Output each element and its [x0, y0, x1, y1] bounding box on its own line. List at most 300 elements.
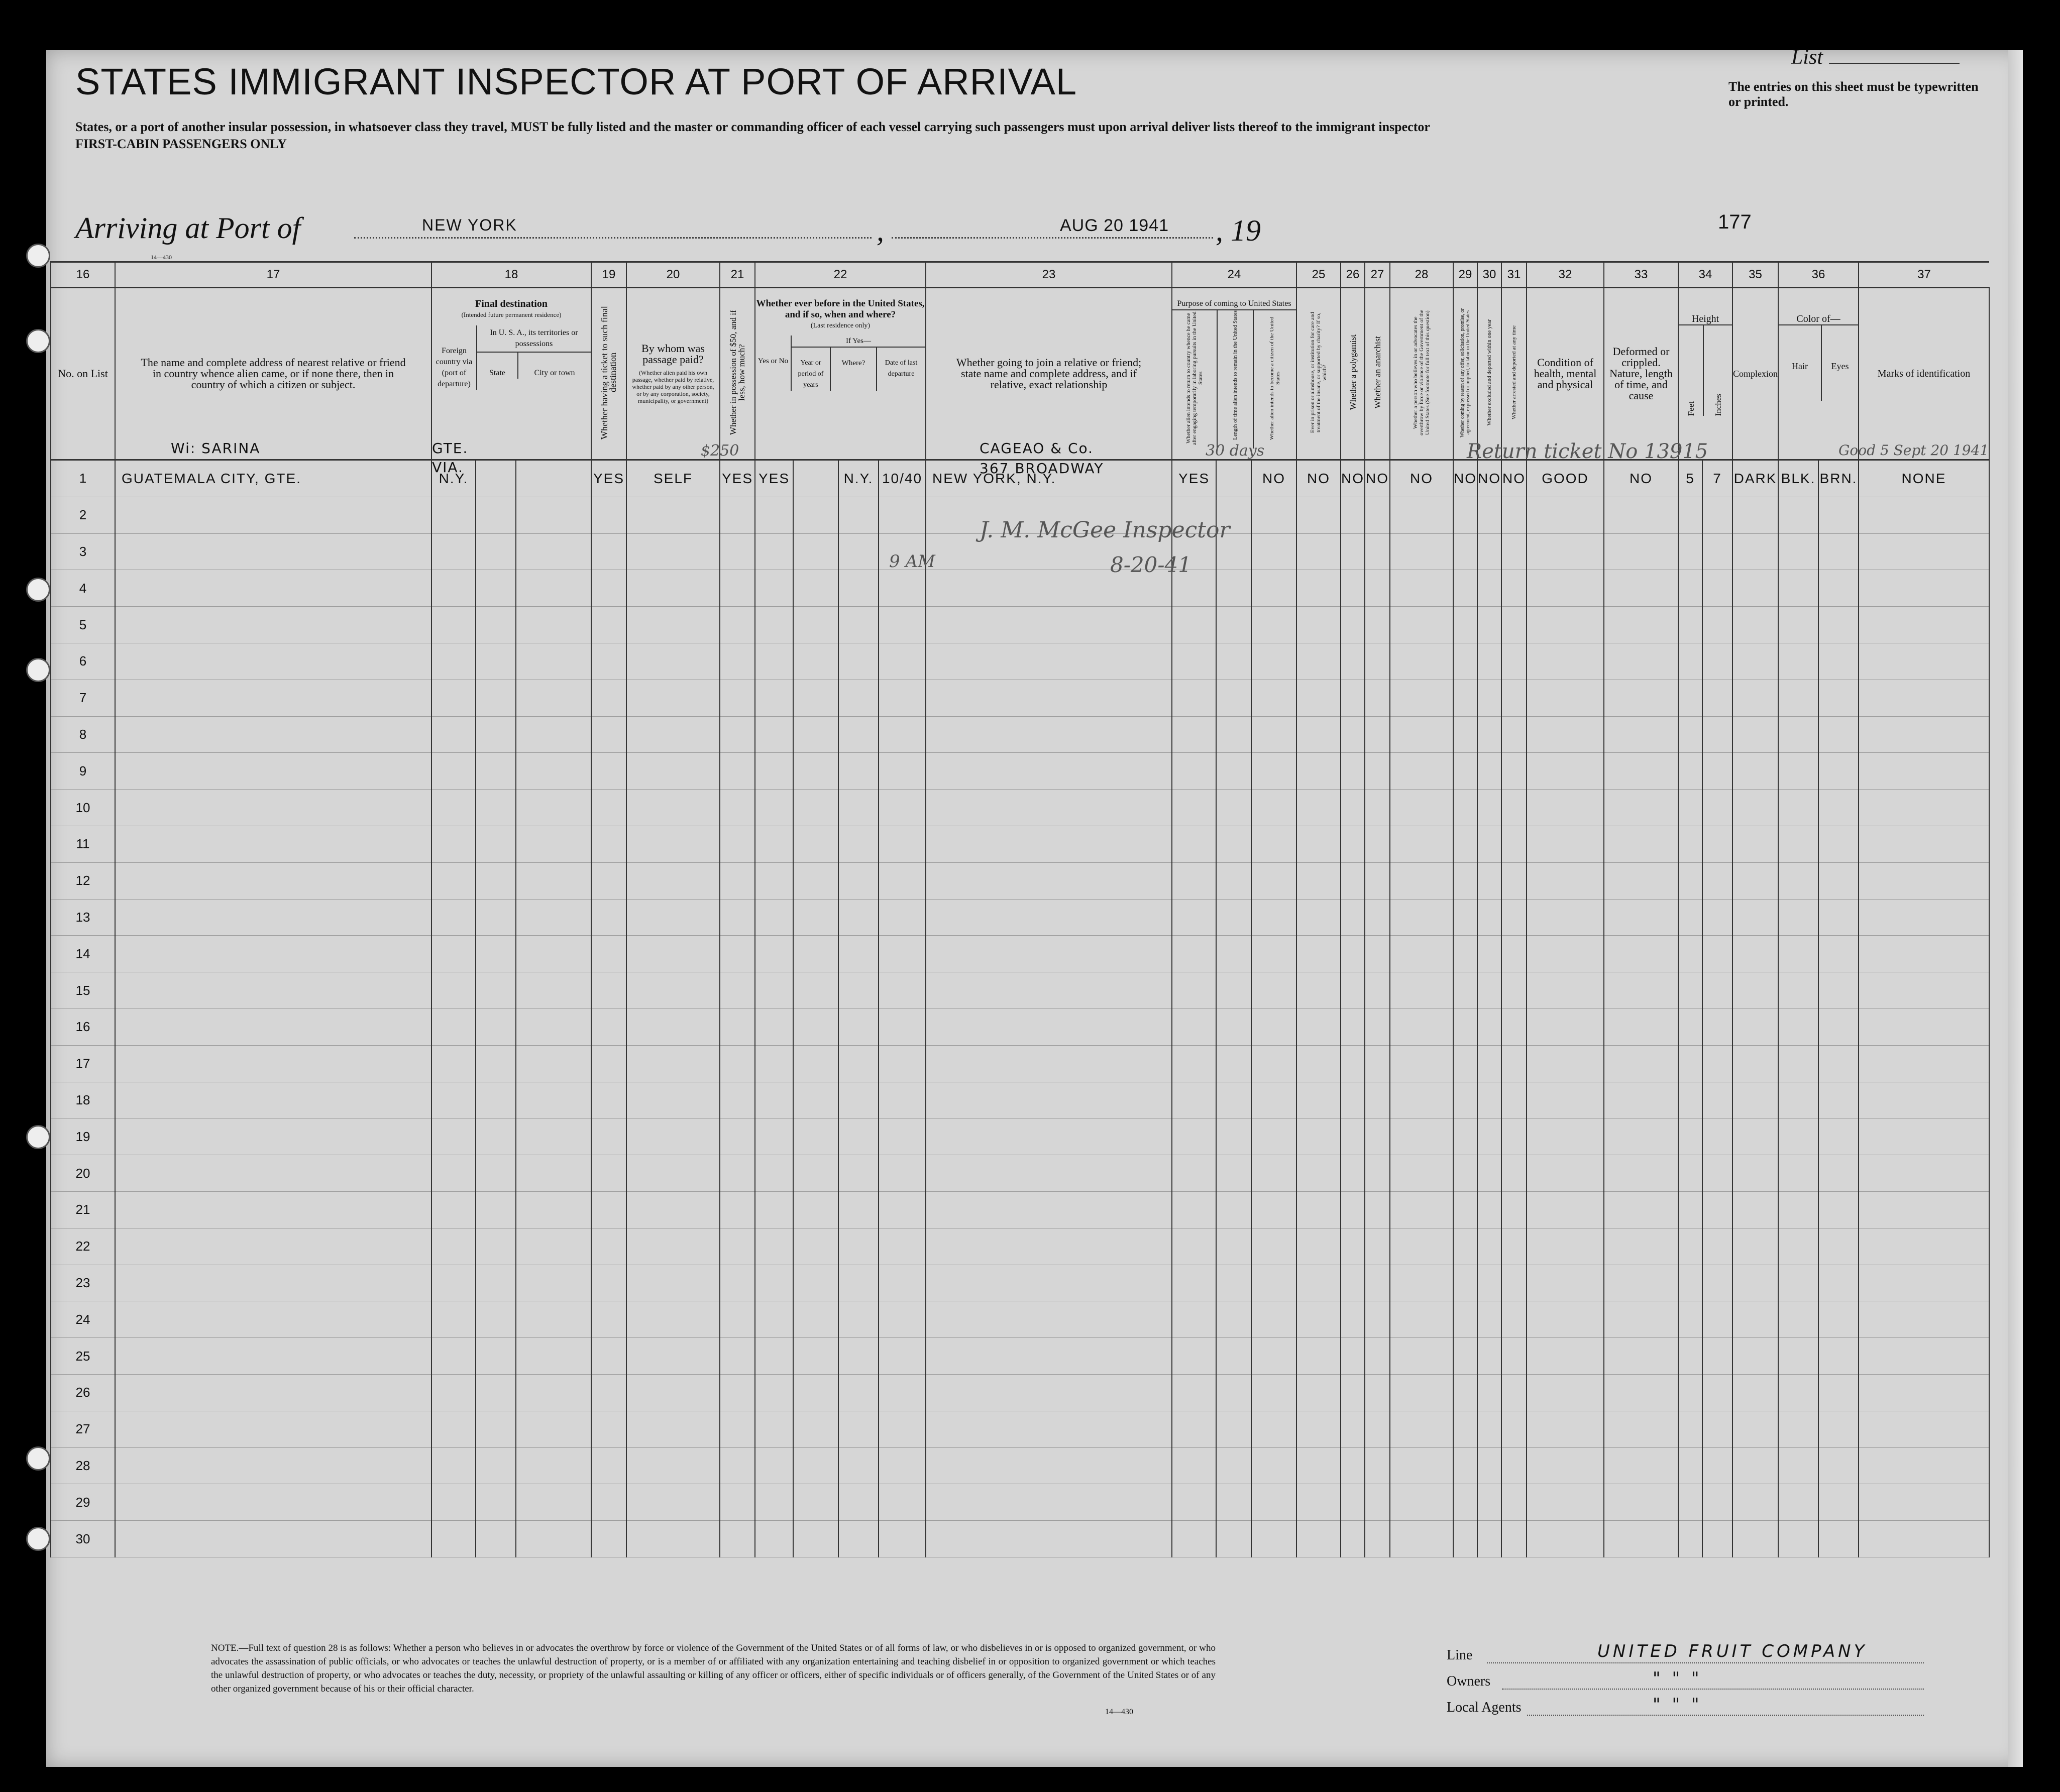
table-cell: [516, 936, 591, 972]
table-cell: [720, 1447, 755, 1484]
table-cell: [1251, 1155, 1296, 1192]
table-cell: [1296, 790, 1341, 826]
table-cell: [1390, 936, 1453, 972]
table-cell: [926, 1447, 1172, 1484]
table-cell: [476, 460, 516, 497]
row-number: 15: [51, 972, 115, 1009]
table-cell: [1859, 1228, 1989, 1265]
table-cell: [591, 497, 626, 533]
table-cell: [793, 570, 838, 607]
row-number: 16: [51, 1009, 115, 1045]
table-cell: [838, 1301, 879, 1338]
table-cell: [1216, 1045, 1251, 1082]
row-number: 13: [51, 899, 115, 936]
table-cell: [1172, 680, 1216, 716]
table-cell: [1604, 680, 1678, 716]
table-cell: [793, 1374, 838, 1411]
table-cell: [1501, 1191, 1527, 1228]
table-cell: [1527, 1082, 1604, 1118]
table-cell: [516, 790, 591, 826]
table-cell: [1172, 753, 1216, 790]
table-cell: [1172, 1374, 1216, 1411]
table-cell: [1390, 862, 1453, 899]
table-cell: [626, 533, 720, 570]
table-cell: [1859, 533, 1989, 570]
table-cell: [1172, 1411, 1216, 1447]
table-cell: [1365, 643, 1390, 680]
table-cell: [838, 790, 879, 826]
table-cell: [720, 1228, 755, 1265]
table-cell: [838, 899, 879, 936]
table-cell: [755, 533, 793, 570]
table-cell: [1778, 936, 1818, 972]
table-cell: [1859, 753, 1989, 790]
col-number: 35: [1732, 262, 1778, 288]
table-cell: [1702, 753, 1732, 790]
table-cell: [755, 1009, 793, 1045]
table-cell: [755, 936, 793, 972]
table-cell: [1477, 497, 1501, 533]
table-cell: [1390, 1082, 1453, 1118]
table-cell: [1778, 826, 1818, 862]
header-prison: Ever in prison or almshouse, or institution for care and treatment of the insane, or supported by charity? If so, which?: [1296, 288, 1341, 460]
row-number: 19: [51, 1118, 115, 1155]
table-cell: [1818, 972, 1859, 1009]
table-cell: [115, 1265, 431, 1301]
table-cell: [926, 1045, 1172, 1082]
table-cell: [1251, 1009, 1296, 1045]
table-cell: [838, 1374, 879, 1411]
table-cell: [838, 643, 879, 680]
table-cell: [1341, 607, 1365, 643]
table-cell: [1216, 716, 1251, 753]
table-cell: [115, 643, 431, 680]
table-cell: [1604, 972, 1678, 1009]
table-cell: [1251, 497, 1296, 533]
row-number: 27: [51, 1411, 115, 1447]
table-row: [51, 862, 1989, 899]
row-number: 21: [51, 1191, 115, 1228]
table-cell: [926, 680, 1172, 716]
table-cell: [1390, 1228, 1453, 1265]
row-number: 2: [51, 497, 115, 533]
table-cell: [1477, 1118, 1501, 1155]
table-cell: [431, 790, 476, 826]
table-cell: [1216, 570, 1251, 607]
table-cell: [1678, 1338, 1702, 1375]
col-number: 18: [431, 262, 591, 288]
table-cell: [1341, 533, 1365, 570]
table-cell: [1365, 753, 1390, 790]
table-cell: [516, 1411, 591, 1447]
date-line: [892, 237, 1213, 239]
table-row: [51, 1082, 1989, 1118]
table-row: [51, 826, 1989, 862]
table-cell: [1251, 936, 1296, 972]
table-cell: [516, 1155, 591, 1192]
header-complexion: Complexion: [1732, 288, 1778, 460]
table-cell: [879, 1301, 926, 1338]
table-row: [51, 643, 1989, 680]
table-cell: [838, 607, 879, 643]
table-cell: [1453, 753, 1477, 790]
table-cell: [1778, 1265, 1818, 1301]
table-cell: [1216, 1082, 1251, 1118]
table-cell: [1859, 1265, 1989, 1301]
table-cell: [1216, 753, 1251, 790]
table-cell: [431, 643, 476, 680]
table-cell: [1527, 497, 1604, 533]
table-cell: [1527, 972, 1604, 1009]
table-cell: [755, 1118, 793, 1155]
table-cell: [1296, 680, 1341, 716]
table-cell: [926, 1155, 1172, 1192]
table-cell: [755, 1265, 793, 1301]
table-cell: [476, 607, 516, 643]
table-cell: [1778, 1374, 1818, 1411]
table-cell: [755, 899, 793, 936]
table-cell: [626, 1009, 720, 1045]
entry-deformed: NO: [1604, 460, 1678, 497]
table-cell: [1818, 1191, 1859, 1228]
table-cell: [1216, 607, 1251, 643]
table-row: [51, 1155, 1989, 1192]
table-cell: [838, 1521, 879, 1557]
table-cell: [1365, 1009, 1390, 1045]
table-cell: [1341, 936, 1365, 972]
table-cell: [1501, 1155, 1527, 1192]
table-cell: [431, 1009, 476, 1045]
table-cell: [1818, 1118, 1859, 1155]
table-row: [51, 1374, 1989, 1411]
table-cell: [793, 1045, 838, 1082]
table-cell: [879, 1082, 926, 1118]
table-cell: [1778, 1338, 1818, 1375]
table-row: [51, 570, 1989, 607]
table-cell: [1732, 1411, 1778, 1447]
table-cell: [1251, 862, 1296, 899]
inspector-signature: J. M. McGee Inspector: [980, 517, 1230, 543]
table-cell: [879, 570, 926, 607]
table-cell: [1216, 899, 1251, 936]
table-cell: [1678, 1155, 1702, 1192]
entry-q28: NO: [1390, 460, 1453, 497]
table-cell: [1390, 1374, 1453, 1411]
table-cell: [1390, 1411, 1453, 1447]
table-cell: [1527, 680, 1604, 716]
table-cell: [1527, 1265, 1604, 1301]
table-cell: [1527, 1155, 1604, 1192]
table-cell: [1251, 1045, 1296, 1082]
table-cell: [1453, 1411, 1477, 1447]
table-cell: [1341, 1155, 1365, 1192]
table-cell: [1604, 790, 1678, 826]
table-cell: [1732, 753, 1778, 790]
table-cell: [1172, 790, 1216, 826]
table-cell: [1678, 1191, 1702, 1228]
table-cell: [115, 716, 431, 753]
table-row: [51, 1265, 1989, 1301]
table-cell: [1604, 753, 1678, 790]
table-cell: [793, 936, 838, 972]
table-cell: [591, 1118, 626, 1155]
table-cell: [431, 1191, 476, 1228]
table-cell: [879, 862, 926, 899]
table-cell: [879, 1374, 926, 1411]
table-cell: [838, 570, 879, 607]
col-number: 17: [115, 262, 431, 288]
table-cell: [1251, 1082, 1296, 1118]
table-cell: [1501, 790, 1527, 826]
table-cell: [1778, 862, 1818, 899]
table-cell: [1527, 790, 1604, 826]
table-cell: [1732, 936, 1778, 972]
table-cell: [1341, 1447, 1365, 1484]
table-cell: [793, 826, 838, 862]
table-cell: [1527, 643, 1604, 680]
table-cell: [755, 1191, 793, 1228]
table-cell: [431, 1338, 476, 1375]
table-cell: [1604, 1228, 1678, 1265]
table-cell: [1778, 1411, 1818, 1447]
table-cell: [626, 1155, 720, 1192]
table-cell: [1702, 570, 1732, 607]
table-cell: [1365, 1301, 1390, 1338]
row-number: 24: [51, 1301, 115, 1338]
table-cell: [755, 753, 793, 790]
table-cell: [1296, 607, 1341, 643]
table-cell: [1818, 899, 1859, 936]
table-cell: [1604, 1009, 1678, 1045]
table-cell: [720, 972, 755, 1009]
table-cell: [755, 1521, 793, 1557]
table-cell: [591, 643, 626, 680]
table-cell: [1477, 936, 1501, 972]
table-cell: [1251, 680, 1296, 716]
table-cell: [115, 1082, 431, 1118]
table-cell: [1477, 1045, 1501, 1082]
table-cell: [1778, 1118, 1818, 1155]
header-height: Height Feet Inches: [1678, 288, 1732, 460]
table-cell: [431, 607, 476, 643]
table-cell: [476, 753, 516, 790]
table-cell: [1216, 1191, 1251, 1228]
table-cell: [1390, 826, 1453, 862]
table-cell: [1702, 1191, 1732, 1228]
table-cell: [879, 1228, 926, 1265]
entry-join-line1: CAGEAO & Co.: [980, 440, 1094, 457]
table-cell: [1477, 753, 1501, 790]
table-cell: [720, 790, 755, 826]
table-cell: [1501, 1265, 1527, 1301]
table-cell: [1678, 1374, 1702, 1411]
table-row: [51, 1191, 1989, 1228]
owners-underline: [1502, 1689, 1924, 1690]
entry-return: YES: [1172, 460, 1216, 497]
table-cell: [1527, 862, 1604, 899]
table-cell: [1818, 607, 1859, 643]
table-cell: [516, 1374, 591, 1411]
header-marks: Marks of identification: [1859, 288, 1989, 460]
table-cell: [1251, 1374, 1296, 1411]
table-cell: [1172, 826, 1216, 862]
table-cell: [1604, 1521, 1678, 1557]
table-cell: [591, 533, 626, 570]
table-cell: [1251, 1301, 1296, 1338]
table-cell: [626, 1118, 720, 1155]
table-cell: [1818, 1265, 1859, 1301]
table-cell: [1732, 607, 1778, 643]
table-cell: [476, 1338, 516, 1375]
table-cell: [1453, 1374, 1477, 1411]
table-cell: [626, 899, 720, 936]
table-cell: [879, 607, 926, 643]
col-number: 31: [1501, 262, 1527, 288]
table-cell: [516, 607, 591, 643]
table-cell: [1604, 862, 1678, 899]
table-cell: [516, 497, 591, 533]
table-cell: [431, 862, 476, 899]
agents-value: " " ": [1653, 1695, 1702, 1715]
table-cell: [1678, 1521, 1702, 1557]
table-cell: [1390, 899, 1453, 936]
table-cell: [626, 1374, 720, 1411]
table-cell: [793, 643, 838, 680]
table-cell: [476, 972, 516, 1009]
table-cell: [1527, 607, 1604, 643]
table-cell: [1477, 1009, 1501, 1045]
table-cell: [1365, 1411, 1390, 1447]
table-cell: [1296, 570, 1341, 607]
table-cell: [1453, 716, 1477, 753]
table-cell: [1341, 1301, 1365, 1338]
table-cell: [1365, 607, 1390, 643]
table-cell: [431, 533, 476, 570]
table-cell: [1251, 1338, 1296, 1375]
table-cell: [1702, 972, 1732, 1009]
table-cell: [1778, 1447, 1818, 1484]
table-cell: [1477, 790, 1501, 826]
table-cell: [1604, 1301, 1678, 1338]
table-cell: [838, 533, 879, 570]
table-cell: [1859, 1338, 1989, 1375]
table-cell: [115, 936, 431, 972]
table-cell: [626, 497, 720, 533]
header-polygamist: Whether a polygamist: [1341, 288, 1365, 460]
table-cell: [720, 1191, 755, 1228]
table-cell: [516, 1191, 591, 1228]
table-cell: [1859, 1118, 1989, 1155]
table-cell: [1818, 1484, 1859, 1521]
table-cell: [1604, 1118, 1678, 1155]
table-cell: [1859, 1411, 1989, 1447]
table-cell: [1390, 790, 1453, 826]
table-cell: [115, 1484, 431, 1521]
table-row: [51, 899, 1989, 936]
table-cell: [1604, 1374, 1678, 1411]
table-cell: [1702, 1228, 1732, 1265]
table-cell: [516, 1338, 591, 1375]
table-cell: [1453, 1265, 1477, 1301]
comma: ,: [877, 214, 884, 247]
table-cell: [1778, 497, 1818, 533]
table-cell: [1251, 1521, 1296, 1557]
col-number: 19: [591, 262, 626, 288]
table-cell: [720, 607, 755, 643]
table-cell: [1702, 1484, 1732, 1521]
table-cell: [1365, 1521, 1390, 1557]
col-number: 29: [1453, 262, 1477, 288]
table-cell: [1365, 1265, 1390, 1301]
table-cell: [720, 1155, 755, 1192]
table-cell: [720, 862, 755, 899]
table-cell: [755, 826, 793, 862]
table-cell: [720, 533, 755, 570]
table-cell: [1365, 1484, 1390, 1521]
table-cell: [1527, 1484, 1604, 1521]
table-cell: [1527, 753, 1604, 790]
entry-relative-line1: Wi: SARINA: [171, 440, 261, 457]
table-cell: [1859, 607, 1989, 643]
table-cell: [591, 1411, 626, 1447]
table-cell: [1341, 899, 1365, 936]
table-cell: [1778, 1484, 1818, 1521]
table-row: [51, 753, 1989, 790]
table-cell: [591, 607, 626, 643]
table-cell: [926, 1191, 1172, 1228]
table-cell: [1859, 1082, 1989, 1118]
table-cell: [1172, 1265, 1216, 1301]
row-number: 17: [51, 1045, 115, 1082]
table-cell: [1604, 1447, 1678, 1484]
table-cell: [1527, 899, 1604, 936]
row-number: 28: [51, 1447, 115, 1484]
table-cell: [1251, 1228, 1296, 1265]
table-cell: [1732, 716, 1778, 753]
table-cell: [879, 1484, 926, 1521]
table-cell: [591, 1301, 626, 1338]
table-cell: [431, 1265, 476, 1301]
table-cell: [1818, 1082, 1859, 1118]
table-cell: [1365, 936, 1390, 972]
table-cell: [591, 899, 626, 936]
table-cell: [476, 1301, 516, 1338]
table-cell: [476, 680, 516, 716]
table-cell: [1818, 1045, 1859, 1082]
table-cell: [1341, 1082, 1365, 1118]
table-cell: [1477, 1447, 1501, 1484]
return-ticket-note: Return ticket No 13915: [1467, 440, 1708, 463]
table-cell: [1501, 1045, 1527, 1082]
table-cell: [926, 1521, 1172, 1557]
table-row: [51, 607, 1989, 643]
table-cell: [431, 1228, 476, 1265]
table-cell: [1477, 826, 1501, 862]
table-cell: [1732, 1118, 1778, 1155]
table-cell: [1859, 826, 1989, 862]
table-cell: [1818, 1155, 1859, 1192]
table-cell: [1778, 1045, 1818, 1082]
table-cell: [879, 1118, 926, 1155]
table-cell: [476, 1521, 516, 1557]
entry-feet: 5: [1678, 460, 1702, 497]
table-cell: [115, 1118, 431, 1155]
table-cell: [879, 1338, 926, 1375]
table-cell: [793, 1338, 838, 1375]
table-cell: [591, 1009, 626, 1045]
row-number: 6: [51, 643, 115, 680]
table-cell: [1251, 972, 1296, 1009]
